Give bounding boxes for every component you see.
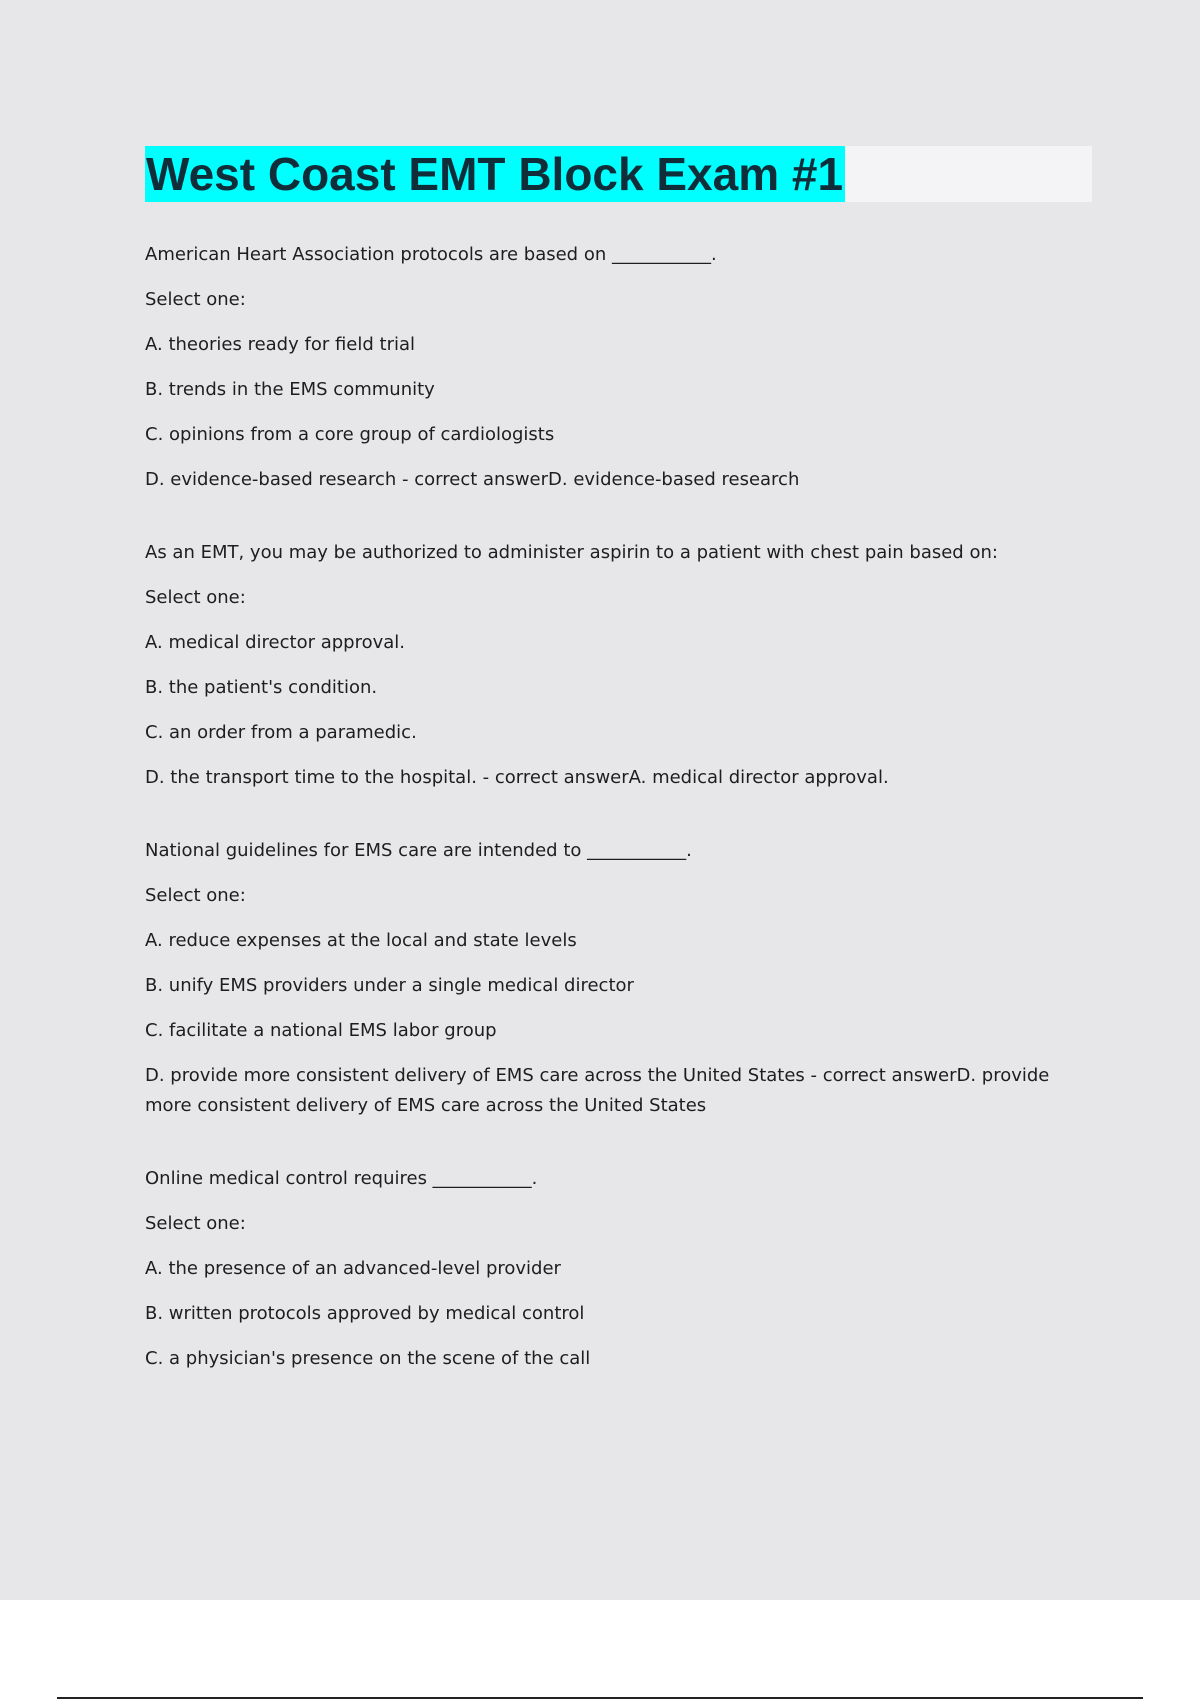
- option-c: C. facilitate a national EMS labor group: [145, 1020, 497, 1041]
- option-b: B. unify EMS providers under a single medical director: [145, 975, 634, 996]
- question-1: [145, 240, 1065, 495]
- document-title: West Coast EMT Block Exam #1: [146, 148, 844, 200]
- option-a: A. theories ready for field trial: [145, 334, 415, 355]
- option-d-with-answer: D. provide more consistent delivery of EMS care across the United States - correct answerD. provide more consistent delivery of EMS care across the United States: [145, 1065, 1050, 1116]
- option-a: A. reduce expenses at the local and state levels: [145, 930, 577, 951]
- option-d-with-answer: D. the transport time to the hospital. - correct answerA. medical director approval.: [145, 767, 889, 788]
- question-3: [145, 836, 1065, 1121]
- option-b: B. the patient's condition.: [145, 677, 378, 698]
- option-a: A. the presence of an advanced-level provider: [145, 1258, 561, 1279]
- option-b: B. trends in the EMS community: [145, 379, 435, 400]
- question-stem: American Heart Association protocols are based on ___________.: [145, 244, 717, 265]
- option-b: B. written protocols approved by medical control: [145, 1303, 585, 1324]
- question-list: [145, 240, 1065, 1417]
- select-prompt: Select one:: [145, 587, 246, 608]
- question-stem: National guidelines for EMS care are intended to ___________.: [145, 840, 692, 861]
- question-4: [145, 1164, 1065, 1374]
- option-c: C. an order from a paramedic.: [145, 722, 417, 743]
- question-stem: As an EMT, you may be authorized to administer aspirin to a patient with chest pain based on:: [145, 542, 998, 563]
- select-prompt: Select one:: [145, 1213, 246, 1234]
- option-d-with-answer: D. evidence-based research - correct answerD. evidence-based research: [145, 469, 800, 490]
- select-prompt: Select one:: [145, 885, 246, 906]
- select-prompt: Select one:: [145, 289, 246, 310]
- option-c: C. opinions from a core group of cardiologists: [145, 424, 555, 445]
- option-c: C. a physician's presence on the scene of the call: [145, 1348, 591, 1369]
- question-2: [145, 538, 1065, 793]
- footer-rule: [57, 1697, 1143, 1699]
- question-stem: Online medical control requires ___________.: [145, 1168, 538, 1189]
- option-a: A. medical director approval.: [145, 632, 406, 653]
